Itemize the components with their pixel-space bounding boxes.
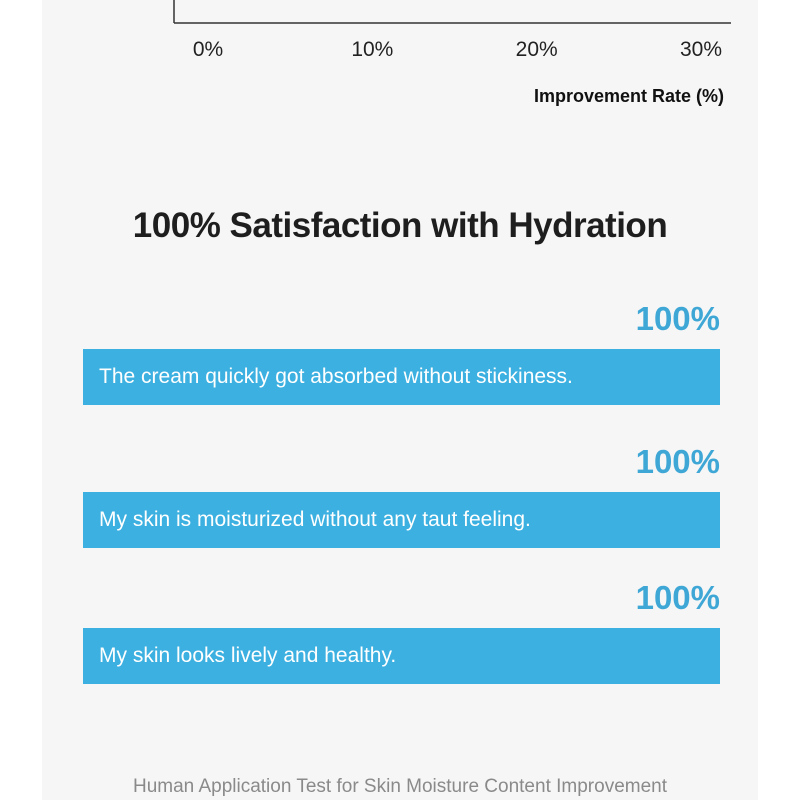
satisfaction-bar bbox=[83, 628, 720, 684]
x-tick-label: 0% bbox=[192, 38, 224, 61]
x-axis-title: Improvement Rate (%) bbox=[533, 86, 724, 106]
x-tick-label: 20% bbox=[515, 38, 558, 61]
bar-value-label: 100% bbox=[635, 443, 720, 480]
bar-category-label: My skin is moisturized without any taut feeling. bbox=[99, 508, 531, 531]
satisfaction-bar bbox=[83, 349, 720, 405]
x-tick-label: 10% bbox=[351, 38, 394, 61]
improvement-axis-chart bbox=[0, 0, 800, 40]
bar-value-label: 100% bbox=[635, 579, 720, 616]
satisfaction-chart-title: 100% Satisfaction with Hydration bbox=[132, 206, 668, 245]
x-tick-label: 30% bbox=[679, 38, 723, 61]
satisfaction-bar bbox=[83, 492, 720, 548]
bar-category-label: My skin looks lively and healthy. bbox=[99, 644, 397, 667]
bar-value-label: 100% bbox=[635, 300, 720, 337]
footnote: Human Application Test for Skin Moisture Content Improvement bbox=[132, 776, 667, 797]
bar-category-label: The cream quickly got absorbed without stickiness. bbox=[99, 365, 573, 388]
